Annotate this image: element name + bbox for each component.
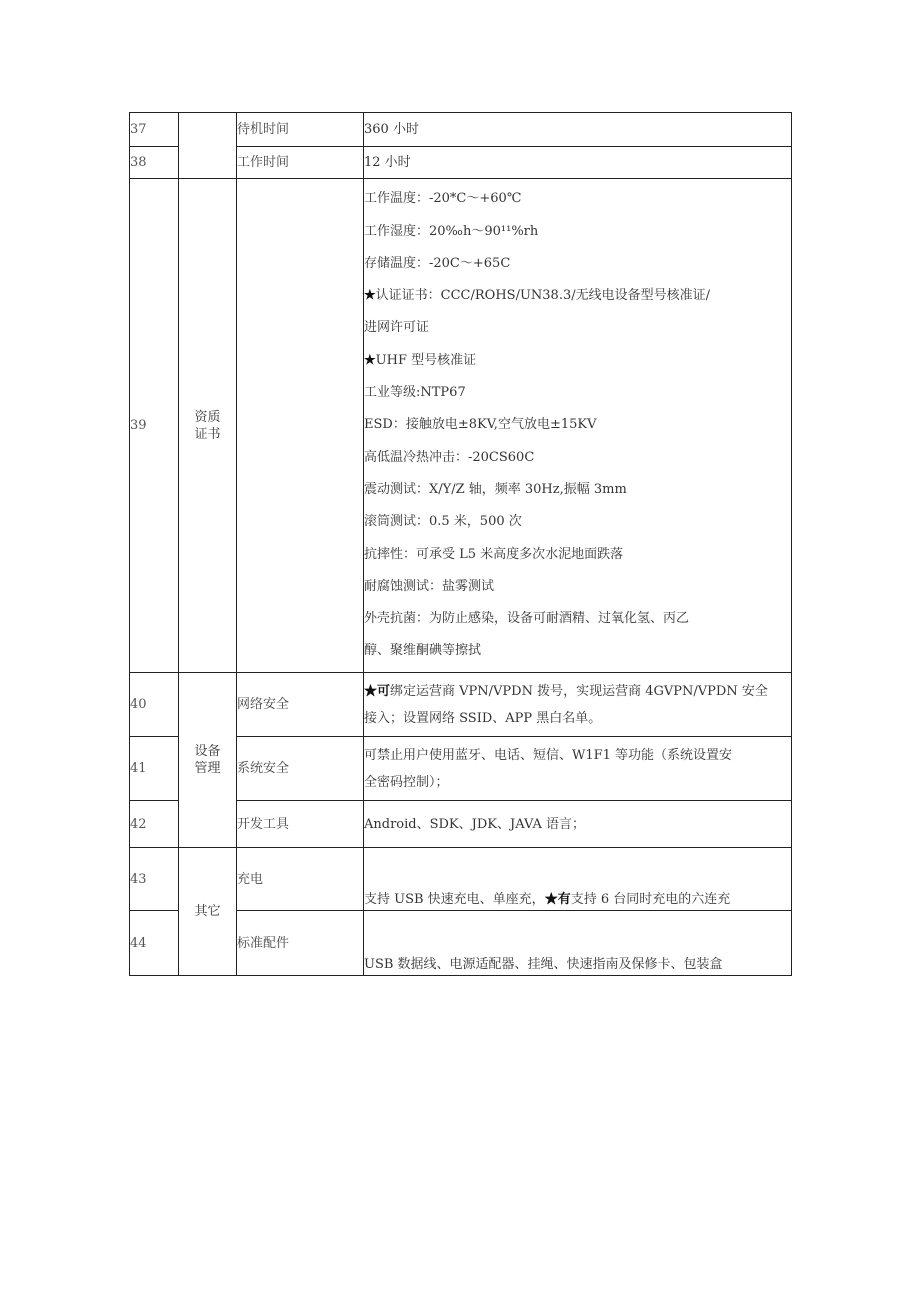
- category-cell: 其它: [179, 848, 237, 976]
- item-name: 标准配件: [237, 911, 364, 976]
- category-label: 设备: [194, 744, 221, 759]
- value-text: 绑定运营商 VPN/VPDN 拨号，实现运营商 4GVPN/VPDN 安全: [390, 683, 768, 699]
- spec-line: ESD：接触放电±8KV,空气放电±15KV: [364, 417, 597, 433]
- star-mark: ★: [364, 288, 376, 304]
- item-value: [364, 737, 792, 801]
- category-cell: [179, 113, 237, 179]
- spec-line: 外壳抗菌：为防止感染，设备可耐酒精、过氧化氢、丙乙: [364, 611, 690, 627]
- item-name: [237, 179, 364, 673]
- value-line: [364, 678, 791, 705]
- spec-line: 工业等级:NTP67: [364, 385, 466, 401]
- spec-line: 耐腐蚀测试：盐雾测试: [364, 578, 495, 594]
- item-value: [364, 673, 792, 737]
- spec-line: 抗摔性：可承受 L5 米高度多次水泥地面跌落: [364, 546, 624, 562]
- row-number: 38: [130, 147, 179, 179]
- item-name: 开发工具: [237, 801, 364, 848]
- category-cell: [179, 179, 237, 673]
- row-number: 40: [130, 673, 179, 737]
- value-text: 支持 6 台同时充电的六连充: [570, 892, 731, 907]
- spec-line: 工作温度：-20*C～+60℃: [364, 191, 522, 207]
- item-value: [364, 179, 792, 673]
- value-line: 全密码控制）；: [364, 774, 449, 790]
- item-value: [364, 848, 792, 911]
- item-value: Android、SDK、JDK、JAVA 语言；: [364, 801, 792, 848]
- row-number: 41: [130, 737, 179, 801]
- spec-line: 高低温冷热冲击：-20CS60C: [364, 449, 535, 465]
- table-row: [130, 673, 792, 737]
- spec-table: [129, 112, 792, 976]
- item-name: 工作时间: [237, 147, 364, 179]
- category-cell: [179, 673, 237, 848]
- spec-line: 工作湿度：20‰h～90¹¹%rh: [364, 223, 539, 239]
- value-text: 支持 USB 快速充电、单座充，: [364, 892, 545, 907]
- spec-line: [364, 345, 791, 377]
- item-name: 待机时间: [237, 113, 364, 147]
- value-text: 认证证书：CCC/ROHS/UN38.3/无线电设备型号核准证/: [375, 288, 710, 304]
- item-name: 系统安全: [237, 737, 364, 801]
- spec-line: 滚筒测试：0.5 米，500 次: [364, 514, 522, 530]
- spec-line: [364, 280, 791, 312]
- item-value: USB 数据线、电源适配器、挂绳、快速指南及保修卡、包装盒: [364, 911, 792, 976]
- value-line: 可禁止用户使用蓝牙、电话、短信、W1F1 等功能（系统设置安: [364, 747, 733, 763]
- spec-line: 震动测试：X/Y/Z 轴，频率 30Hz,振幅 3mm: [364, 481, 627, 497]
- category-label: 证书: [194, 426, 221, 442]
- table-row: [130, 113, 792, 147]
- row-number: 37: [130, 113, 179, 147]
- table-row: [130, 848, 792, 911]
- row-number: 39: [130, 179, 179, 673]
- row-number: 42: [130, 801, 179, 848]
- item-value: 360 小时: [364, 113, 792, 147]
- item-name: 充电: [237, 848, 364, 911]
- value-line: 接入；设置网络 SSID、APP 黑白名单。: [364, 710, 602, 726]
- spec-line: 醇、聚维酮碘等擦拭: [364, 643, 482, 659]
- row-number: 44: [130, 911, 179, 976]
- spec-line: 进网许可证: [364, 320, 430, 336]
- category-label: 资质: [194, 409, 221, 425]
- value-text: UHF 型号核准证: [375, 352, 477, 368]
- item-value: 12 小时: [364, 147, 792, 179]
- star-mark: ★可: [364, 683, 391, 699]
- item-name: 网络安全: [237, 673, 364, 737]
- spec-line: 存储温度：-20C～+65C: [364, 255, 511, 271]
- row-number: 43: [130, 848, 179, 911]
- category-label: 管理: [194, 761, 221, 776]
- star-mark: ★: [364, 352, 376, 368]
- table-row: [130, 179, 792, 673]
- star-mark: ★有: [544, 892, 571, 907]
